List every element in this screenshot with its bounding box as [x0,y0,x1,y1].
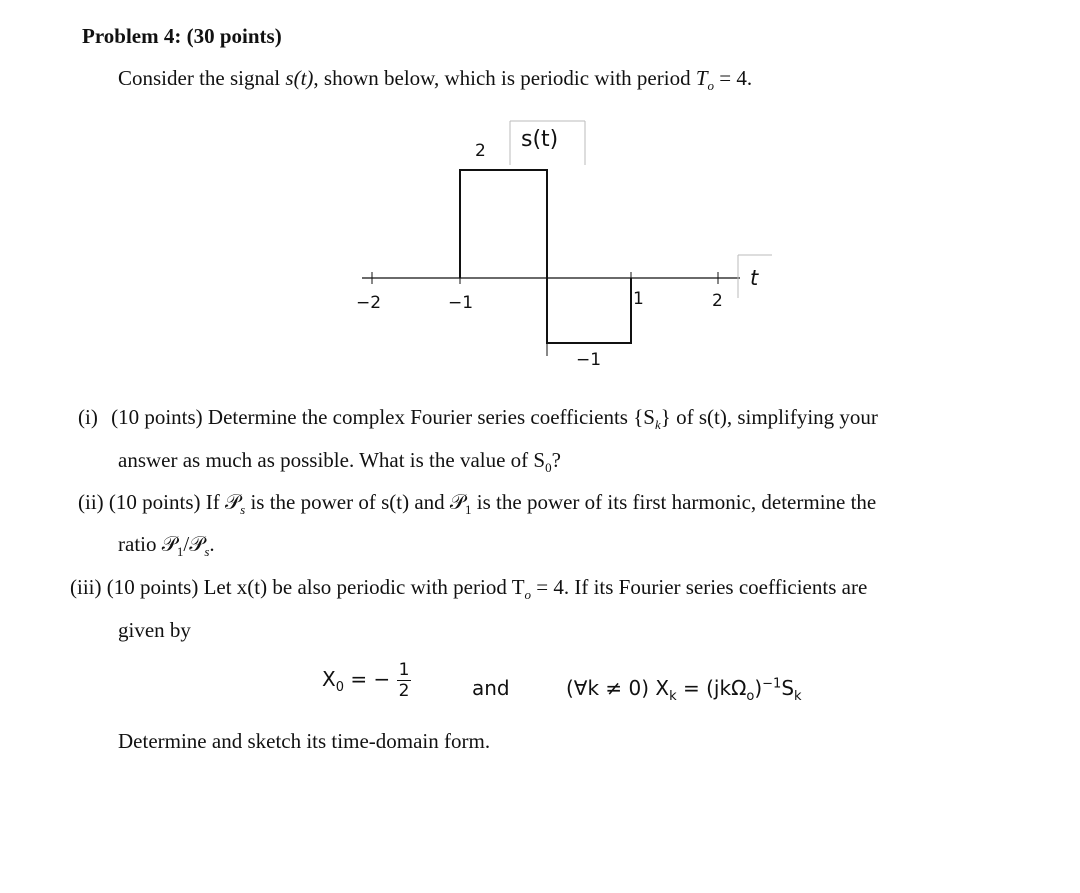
tick-label-neg2: −2 [356,293,382,313]
equation-xk [566,676,802,704]
question-iii-number: (iii) [70,575,102,599]
question-iii-line2: given by [118,618,191,642]
question-ii-text-b: is the power of s(t) and 𝒫 [245,490,466,514]
intro-text-2: , shown below, which is periodic with period [313,66,696,90]
axis-label-t: t [750,266,759,290]
question-iii-closing: Determine and sketch its time-domain form. [118,729,491,753]
question-ii-number: (ii) [78,490,104,514]
question-ii-sub-b: 1 [465,502,472,518]
eq-x0-symbol: X [322,667,336,691]
intro-signal: s(t) [285,66,314,90]
question-iii-line1 [70,575,867,603]
question-i-sub2: 0 [545,460,552,476]
question-i-points: (10 points) [111,405,203,429]
signal-plot [0,0,1080,400]
question-ii-points: (10 points) [108,490,201,514]
question-i-text2: answer as much as possible. What is the value of S [118,448,546,472]
question-i-line1 [78,405,878,433]
intro-period-symbol: T [695,66,708,90]
signal-waveform [460,170,631,343]
question-ii-text2-end: . [209,532,215,556]
tick-label-pos2: 2 [712,291,723,311]
question-ii-line2 [118,532,215,560]
question-ii-sub2a: 1 [176,544,184,560]
intro-period-value: = 4. [714,66,753,90]
eq-xk-d: S [781,676,795,700]
eq-xk-sub3: k [794,689,802,704]
question-iii-text-b: = 4. If its Fourier series coefficients are [531,575,868,599]
level-low-label: −1 [576,350,602,370]
question-iii-points: (10 points) [106,575,199,599]
eq-fraction [397,660,412,701]
question-ii-text-a: If 𝒫 [205,490,241,514]
eq-fraction-den: 2 [398,681,410,701]
level-high-label: 2 [475,141,486,161]
tick-label-pos1: 1 [633,289,644,309]
question-ii-line1 [78,490,876,518]
eq-xk-a: (∀k ≠ 0) X [566,676,670,700]
question-i-text-end: } of s(t), simplifying your [660,405,878,429]
question-iii-sub: o [524,587,532,603]
intro-text-1: Consider the signal [118,66,286,90]
question-i-text: Determine the complex Fourier series coefficients {S [207,405,655,429]
equation-and: and [472,676,510,700]
eq-x0-equals: = − [343,667,391,691]
tick-label-neg1: −1 [448,293,474,313]
question-iii-text-a: Let x(t) be also periodic with period T [203,575,525,599]
eq-x0-sub: 0 [335,680,344,695]
question-i-sub: k [654,417,661,433]
question-ii-sub-a: s [240,502,246,518]
eq-xk-sub2: o [746,689,755,704]
question-ii-text2: ratio 𝒫 [118,532,177,556]
eq-xk-b: = (jkΩ [676,676,747,700]
eq-xk-sup: −1 [762,676,782,692]
equation-x0 [322,660,411,701]
question-i-line2 [118,448,561,476]
intro-period-sub: o [707,78,715,94]
question-ii-sub2b: s [204,544,210,560]
eq-fraction-num: 1 [398,660,410,680]
question-ii-text-c: is the power of its first harmonic, determine the [471,490,877,514]
eq-xk-sub: k [669,689,677,704]
question-i-number: (i) [78,405,98,429]
problem-title: Problem 4: (30 points) [82,24,282,48]
question-i-text2-end: ? [551,448,561,472]
eq-xk-c: ) [754,676,763,700]
question-ii-text2-mid: /𝒫 [183,532,205,556]
signal-label: s(t) [521,127,559,152]
